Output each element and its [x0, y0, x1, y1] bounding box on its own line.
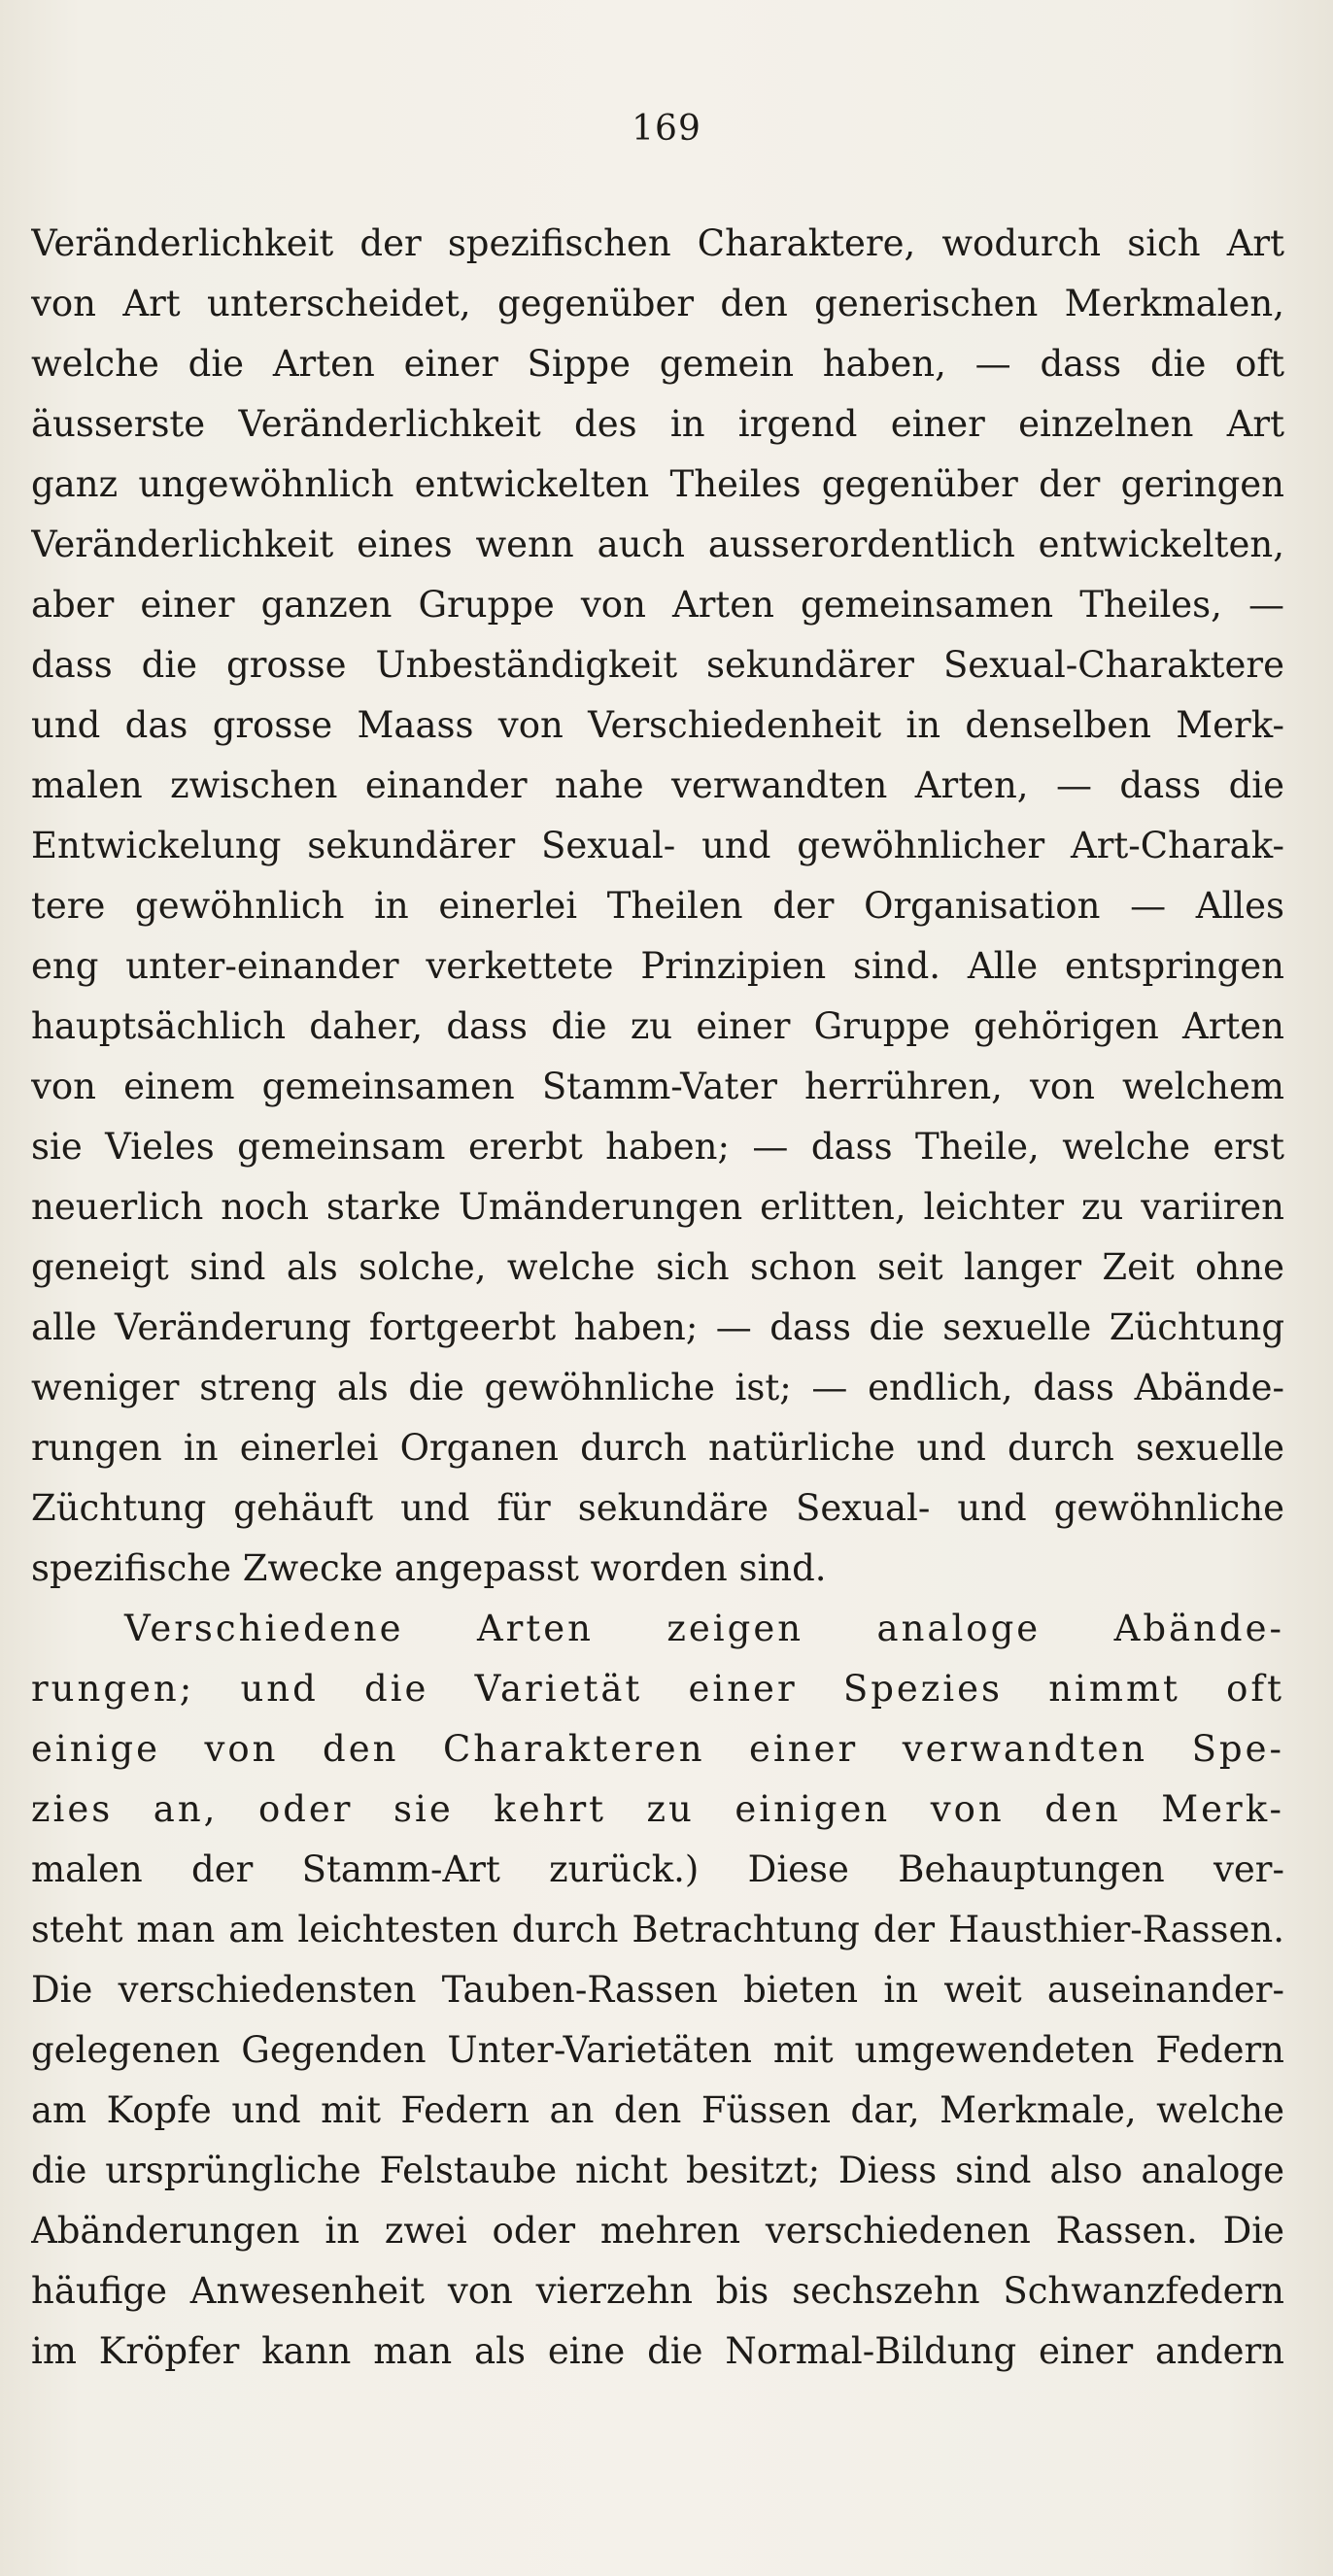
page-number: 169 [632, 109, 701, 149]
text-line: von Art unterscheidet, gegenüber den generischen Merkmalen, [31, 283, 1284, 324]
text-line: aber einer ganzen Gruppe von Arten gemeinsamen Theiles, — [31, 584, 1284, 626]
text-line: weniger streng als die gewöhnliche ist; — endlich, dass Abände- [31, 1367, 1284, 1408]
text-line: Verschiedene Arten zeigen analoge Abände- [124, 1608, 1284, 1649]
text-line: im Kröpfer kann man als eine die Normal-Bildung einer andern [31, 2330, 1284, 2372]
text-line: und das grosse Maass von Verschiedenheit in denselben Merk- [31, 704, 1284, 746]
text-line: gelegenen Gegenden Unter-Varietäten mit umgewendeten Federn [31, 2029, 1284, 2071]
text-line: malen der Stamm-Art zurück.) Diese Behauptungen ver- [31, 1848, 1284, 1890]
text-line: von einem gemeinsamen Stamm-Vater herrühren, von welchem [31, 1066, 1284, 1107]
text-line: Entwickelung sekundärer Sexual- und gewöhnlicher Art-Charak- [31, 825, 1284, 866]
text-line: neuerlich noch starke Umänderungen erlitten, leichter zu variiren [31, 1186, 1284, 1228]
text-line: die ursprüngliche Felstaube nicht besitzt; Diess sind also analoge [31, 2150, 1284, 2191]
text-line: Züchtung gehäuft und für sekundäre Sexual- und gewöhnliche [31, 1487, 1284, 1529]
text-line: steht man am leichtesten durch Betrachtung der Hausthier-Rassen. [31, 1909, 1284, 1950]
text-line: am Kopfe und mit Federn an den Füssen dar, Merkmale, welche [31, 2089, 1284, 2131]
text-line: tere gewöhnlich in einerlei Theilen der Organisation — Alles [31, 885, 1284, 927]
text-line: alle Veränderung fortgeerbt haben; — dass die sexuelle Züchtung [31, 1306, 1284, 1348]
text-line: ganz ungewöhnlich entwickelten Theiles gegenüber der geringen [31, 463, 1284, 505]
text-line: welche die Arten einer Sippe gemein haben, — dass die oft [31, 343, 1284, 385]
text-line: hauptsächlich daher, dass die zu einer Gruppe gehörigen Arten [31, 1005, 1284, 1047]
text-line: Die verschiedensten Tauben-Rassen bieten in weit auseinander- [31, 1969, 1284, 2011]
text-line: Veränderlichkeit der spezifischen Charaktere, wodurch sich Art [31, 222, 1284, 264]
body-text [31, 214, 1284, 2382]
text-line: zies an, oder sie kehrt zu einigen von den Merk- [31, 1788, 1284, 1830]
text-line: Veränderlichkeit eines wenn auch ausserordentlich entwickelten, [31, 524, 1284, 565]
text-line: dass die grosse Unbeständigkeit sekundärer Sexual-Charaktere [31, 644, 1284, 686]
text-line: einige von den Charakteren einer verwandten Spe- [31, 1728, 1284, 1770]
text-line: geneigt sind als solche, welche sich schon seit langer Zeit ohne [31, 1246, 1284, 1288]
text-line: spezifische Zwecke angepasst worden sind. [31, 1547, 827, 1589]
text-line: Abänderungen in zwei oder mehren verschiedenen Rassen. Die [31, 2210, 1284, 2252]
text-line: sie Vieles gemeinsam ererbt haben; — dass Theile, welche erst [31, 1126, 1284, 1168]
text-line: äusserste Veränderlichkeit des in irgend einer einzelnen Art [31, 403, 1284, 445]
text-line: malen zwischen einander nahe verwandten Arten, — dass die [31, 764, 1284, 806]
text-line: rungen in einerlei Organen durch natürliche und durch sexuelle [31, 1427, 1284, 1469]
text-line: häufige Anwesenheit von vierzehn bis sechszehn Schwanzfedern [31, 2270, 1284, 2312]
text-line: rungen; und die Varietät einer Spezies nimmt oft [31, 1668, 1284, 1710]
text-line: eng unter-einander verkettete Prinzipien sind. Alle entspringen [31, 945, 1284, 987]
